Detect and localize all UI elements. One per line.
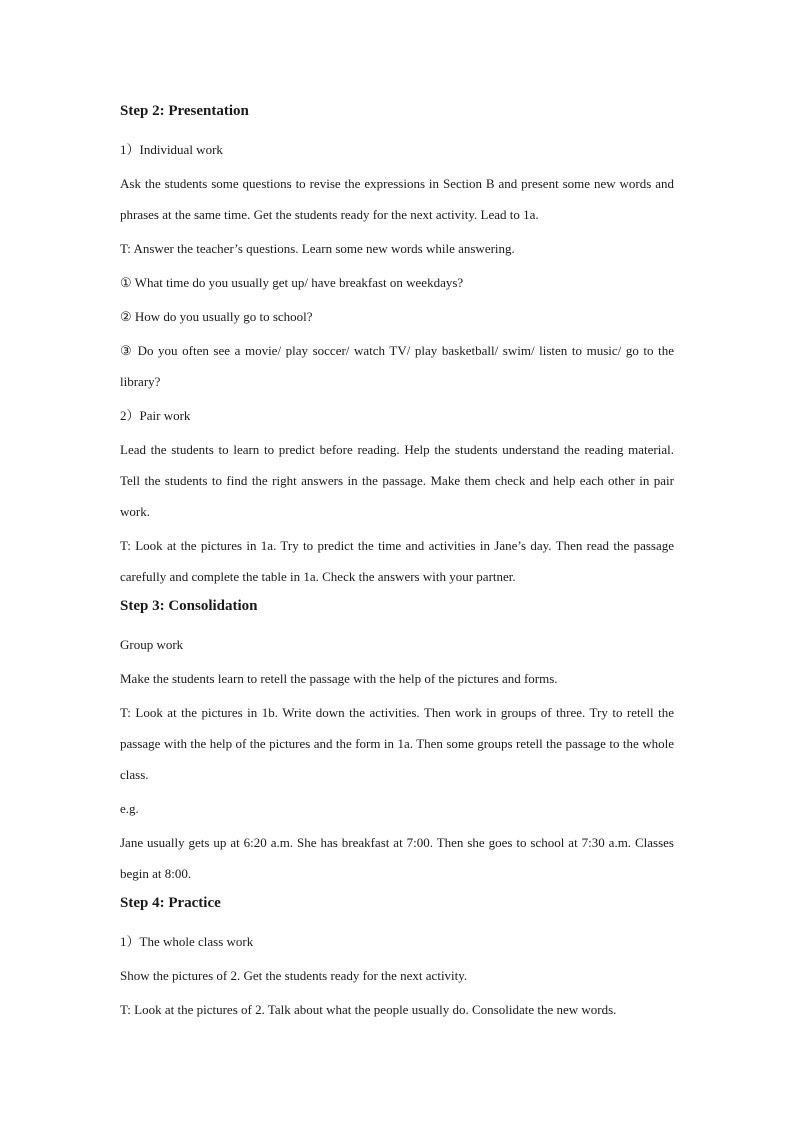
example-paragraph: Jane usually gets up at 6:20 a.m. She has breakfast at 7:00. Then she goes to school at 7:30 a.m. Classes begin at 8:00. — [120, 835, 674, 881]
question-item: ① What time do you usually get up/ have breakfast on weekdays? — [120, 275, 464, 290]
document-page — [120, 100, 674, 1028]
question-item: ② How do you usually go to school? — [120, 309, 313, 324]
paragraph: Show the pictures of 2. Get the students ready for the next activity. — [120, 968, 468, 983]
step-heading: Step 2: Presentation — [120, 103, 249, 119]
paragraph: T: Look at the pictures of 2. Talk about what the people usually do. Consolidate the new words. — [120, 1002, 617, 1017]
subsection-label: Group work — [120, 637, 184, 652]
step-3-section — [120, 595, 674, 889]
step-4-section — [120, 892, 674, 1025]
subsection-label: 2）Pair work — [120, 408, 191, 423]
example-label: e.g. — [120, 801, 139, 816]
paragraph: Ask the students some questions to revise the expressions in Section B and present some new words and phrases at the same time. Get the students ready for the next activity. Lead to 1a. — [120, 176, 674, 222]
subsection-label: 1）Individual work — [120, 142, 223, 157]
step-2-section — [120, 100, 674, 592]
step-heading: Step 4: Practice — [120, 895, 221, 911]
paragraph: T: Answer the teacher’s questions. Learn some new words while answering. — [120, 241, 515, 256]
paragraph: Make the students learn to retell the passage with the help of the pictures and forms. — [120, 671, 558, 686]
paragraph: Lead the students to learn to predict before reading. Help the students understand the reading material. Tell the students to find the right answers in the passage. Make them check and help each other in pair work. — [120, 442, 674, 519]
step-heading: Step 3: Consolidation — [120, 598, 258, 614]
paragraph: T: Look at the pictures in 1a. Try to predict the time and activities in Jane’s day. Then read the passage carefully and complete the table in 1a. Check the answers with your partner. — [120, 538, 674, 584]
question-item: ③ Do you often see a movie/ play soccer/ watch TV/ play basketball/ swim/ listen to music/ go to the library? — [120, 343, 674, 389]
paragraph: T: Look at the pictures in 1b. Write down the activities. Then work in groups of three. Try to retell the passage with the help of the pictures and the form in 1a. Then some groups retell the passage to the whole class. — [120, 705, 674, 782]
subsection-label: 1）The whole class work — [120, 934, 254, 949]
